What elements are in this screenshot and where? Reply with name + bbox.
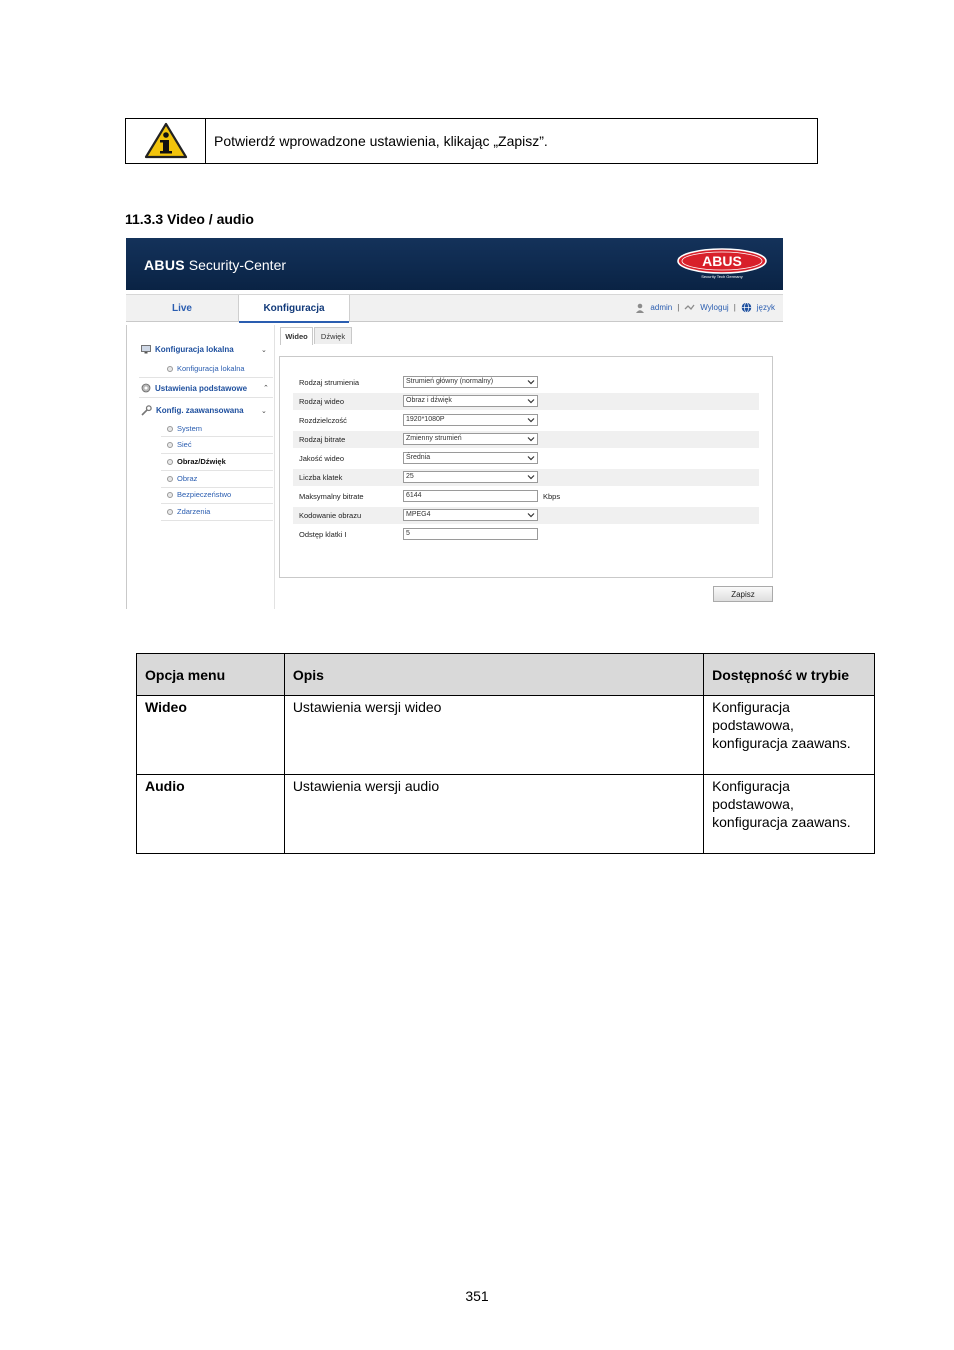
- form-row: [293, 393, 759, 410]
- form-select[interactable]: [403, 414, 538, 426]
- form-row: [293, 507, 759, 524]
- save-button[interactable]: Zapisz: [713, 586, 773, 602]
- form-row: [293, 450, 759, 467]
- note-text: Potwierdź wprowadzone ustawienia, klikając „Zapisz”.: [214, 133, 548, 149]
- form-value: Zmienny strumień: [406, 435, 462, 442]
- sidebar-basic-settings[interactable]: [141, 383, 269, 393]
- monitor-icon: [141, 345, 151, 354]
- sidebar-sub-label: Konfiguracja lokalna: [177, 364, 245, 373]
- logout-link[interactable]: Wyloguj: [700, 303, 729, 312]
- warning-info-icon: [144, 122, 188, 160]
- chevron-down-icon: ⌄: [261, 407, 267, 415]
- globe-icon: [741, 302, 752, 313]
- form-select[interactable]: [403, 376, 538, 388]
- cell-option: Audio: [137, 775, 285, 854]
- tab-konfiguracja[interactable]: Konfiguracja: [238, 295, 350, 322]
- tab-live[interactable]: Live: [171, 303, 192, 314]
- form-row: [293, 488, 759, 505]
- sidebar-local-config[interactable]: [141, 345, 267, 354]
- language-link[interactable]: język: [756, 303, 775, 312]
- form-value: 5: [406, 530, 410, 537]
- form-label: Maksymalny bitrate: [299, 492, 364, 501]
- divider: [161, 520, 273, 521]
- sidebar-item-label: Bezpieczeństwo: [177, 490, 232, 499]
- sidebar-item-network[interactable]: [167, 440, 192, 449]
- sidebar: [127, 325, 275, 609]
- bullet-icon: [167, 476, 173, 482]
- form-value: Strumień główny (normalny): [406, 378, 494, 385]
- chevron-up-icon: ⌃: [263, 385, 269, 392]
- main-content: [126, 325, 783, 609]
- form-row: [293, 374, 759, 391]
- user-bar: [635, 302, 775, 313]
- form-select[interactable]: [403, 471, 538, 483]
- menu-options-table: [136, 653, 875, 854]
- sidebar-item-label: System: [177, 424, 203, 433]
- ui-screenshot: [126, 238, 783, 609]
- sidebar-advanced-config[interactable]: [141, 405, 267, 416]
- form-select[interactable]: [403, 433, 538, 445]
- brand-rest: Security-Center: [184, 257, 287, 273]
- chevron-down-icon: [527, 435, 535, 443]
- gear-icon: [141, 383, 151, 393]
- abus-logo: [677, 248, 767, 280]
- sidebar-item-label: Obraz: [177, 474, 198, 483]
- bullet-icon: [167, 509, 173, 515]
- divider: [161, 453, 273, 454]
- bullet-icon: [167, 366, 173, 372]
- sidebar-item-image[interactable]: [167, 474, 197, 483]
- chevron-down-icon: [527, 473, 535, 481]
- divider: [161, 470, 273, 471]
- separator: |: [677, 303, 680, 312]
- cell-description: Ustawienia wersji wideo: [284, 696, 703, 775]
- form-label: Rodzaj wideo: [299, 397, 345, 406]
- divider: [139, 377, 273, 378]
- form-select[interactable]: [403, 395, 538, 407]
- chevron-down-icon: [527, 378, 535, 386]
- bullet-icon: [167, 492, 173, 498]
- table-header-row: [137, 654, 875, 696]
- form-row: [293, 412, 759, 429]
- sidebar-item-label: Obraz/Dźwięk: [177, 457, 226, 466]
- bullet-icon: [167, 459, 173, 465]
- form-label: Liczba klatek: [299, 473, 343, 482]
- cell-availability: Konfiguracja podstawowa, konfiguracja zaawans.: [704, 775, 875, 854]
- form-value: 25: [406, 473, 414, 480]
- form-label: Jakość wideo: [299, 454, 345, 463]
- app-title: [144, 257, 286, 273]
- user-icon: [635, 303, 645, 313]
- form-select[interactable]: [403, 452, 538, 464]
- table-row: [137, 696, 875, 775]
- form-row: [293, 526, 759, 543]
- warning-cell: [126, 119, 206, 163]
- tab-video[interactable]: Wideo: [280, 327, 313, 345]
- column-header-description: Opis: [284, 654, 703, 696]
- bullet-icon: [167, 426, 173, 432]
- wrench-icon: [141, 405, 152, 416]
- sidebar-item-label: Sieć: [177, 440, 192, 449]
- sidebar-item-label: Zdarzenia: [177, 507, 211, 516]
- form-value: Obraz i dźwięk: [406, 397, 452, 404]
- form-value: MPEG4: [406, 511, 431, 518]
- section-heading: 11.3.3 Video / audio: [125, 211, 254, 227]
- form-input[interactable]: [403, 490, 538, 502]
- chevron-down-icon: [527, 397, 535, 405]
- brand-bold: ABUS: [144, 257, 185, 273]
- chevron-down-icon: [527, 416, 535, 424]
- form-row: [293, 469, 759, 486]
- form-value: 6144: [406, 492, 422, 499]
- sidebar-item-system[interactable]: [167, 424, 202, 433]
- cell-description: Ustawienia wersji audio: [284, 775, 703, 854]
- form-value: 1920*1080P: [406, 416, 445, 423]
- sidebar-local-config-label: Konfiguracja lokalna: [155, 345, 234, 354]
- table-row: [137, 775, 875, 854]
- sidebar-basic-label: Ustawienia podstawowe: [155, 383, 248, 393]
- tab-audio[interactable]: Dźwięk: [314, 327, 352, 344]
- chevron-down-icon: ⌄: [261, 346, 267, 354]
- sidebar-item-image-audio[interactable]: [167, 457, 226, 466]
- logo-text: ABUS: [702, 253, 742, 269]
- logout-icon: [684, 304, 695, 312]
- admin-link[interactable]: admin: [650, 303, 673, 312]
- chevron-down-icon: [527, 511, 535, 519]
- column-header-option: Opcja menu: [137, 654, 285, 696]
- cell-option: Wideo: [137, 696, 285, 775]
- page-number: 351: [465, 1288, 489, 1304]
- form-label: Kodowanie obrazu: [299, 511, 362, 520]
- form-label: Rozdzielczość: [299, 416, 347, 425]
- sidebar-advanced-label: Konfig. zaawansowana: [156, 406, 244, 415]
- divider: [161, 436, 273, 437]
- form-input[interactable]: [403, 528, 538, 540]
- cell-availability: Konfiguracja podstawowa, konfiguracja zaawans.: [704, 696, 875, 775]
- form-label: Rodzaj bitrate: [299, 435, 346, 444]
- sidebar-item-security[interactable]: [167, 490, 231, 499]
- header-banner: [126, 238, 783, 290]
- logo-tagline: Security Tech Germany: [701, 274, 743, 279]
- separator: |: [733, 303, 736, 312]
- chevron-down-icon: [527, 454, 535, 462]
- form-row: [293, 431, 759, 448]
- top-nav: [126, 294, 783, 322]
- form-label: Odstęp klatki I: [299, 530, 347, 539]
- unit-label: Kbps: [543, 492, 561, 501]
- bullet-icon: [167, 442, 173, 448]
- sidebar-item-events[interactable]: [167, 507, 210, 516]
- column-header-availability: Dostępność w trybie: [704, 654, 875, 696]
- divider: [139, 397, 273, 398]
- divider: [161, 503, 273, 504]
- sidebar-local-config-sub[interactable]: [167, 364, 245, 373]
- form-label: Rodzaj strumienia: [299, 378, 360, 387]
- info-note: [125, 118, 818, 164]
- form-value: Średnia: [406, 454, 431, 461]
- form-select[interactable]: [403, 509, 538, 521]
- divider: [161, 487, 273, 488]
